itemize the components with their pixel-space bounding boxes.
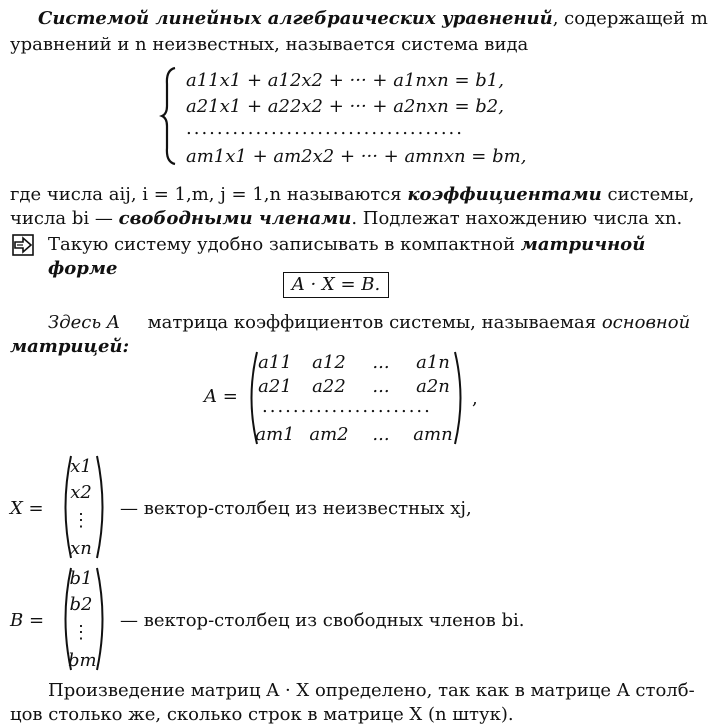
here-line-1	[48, 312, 690, 334]
intro-line-2: уравнений и n неизвестных, называется система вида	[10, 34, 529, 55]
vector-X-entry: x1	[70, 456, 92, 477]
system-row-1: a11x1 + a12x2 + ··· + a1nxn = b1,	[186, 70, 504, 91]
matrix-word: матричной	[520, 234, 646, 255]
vector-X-label: X =	[10, 498, 44, 519]
product-line-1: Произведение матриц A · X определено, так как в матрице A столб-	[48, 680, 695, 701]
matrix-A-cell: a21	[258, 376, 292, 397]
matrix-A-right-paren	[452, 350, 468, 446]
free-term: свободными членами	[118, 208, 352, 229]
vector-B-entry: b1	[69, 568, 93, 589]
matrix-word-2: матрицей:	[10, 336, 130, 357]
matrix-A-cell: a12	[312, 352, 346, 373]
matrix-A-cell: a2n	[416, 376, 450, 397]
vector-X-entry: xn	[70, 538, 92, 559]
vector-X-entry: x2	[70, 482, 92, 503]
vector-X-vdots: ⋮	[72, 510, 90, 531]
coef-line-1	[10, 184, 694, 206]
matrix-A-cell: a22	[312, 376, 346, 397]
intro-line-1-rest: , содержащей m	[552, 8, 708, 29]
matrix-A-cell: ...	[372, 424, 390, 445]
matrix-A-cell: ...	[372, 352, 390, 373]
coef-term: коэффициентами	[407, 184, 602, 205]
vector-X-right-paren	[94, 454, 110, 560]
coef-line-2-end: . Подлежат нахождению числа xn.	[351, 208, 683, 229]
matrix-A-cell: am2	[309, 424, 349, 445]
vector-B-description: — вектор-столбец из свободных членов bi.	[120, 610, 525, 631]
matrix-A-cell: amn	[413, 424, 453, 445]
compact-line-1	[48, 234, 645, 256]
compact-text: Такую систему удобно записывать в компактной	[48, 234, 515, 255]
form-word: форме	[48, 258, 118, 279]
coef-line-1-end: системы,	[607, 184, 695, 205]
matrix-A-cell: a1n	[416, 352, 450, 373]
system-dots-row: ....................................	[186, 118, 464, 139]
vector-B-entry: b2	[69, 594, 93, 615]
boxed-equation: A · X = B.	[283, 272, 389, 298]
matrix-A-dot-row: ......................	[262, 396, 432, 417]
product-line-2: цов столько же, сколько строк в матрице X (n штук).	[10, 704, 514, 725]
arrow-box-icon	[12, 234, 34, 256]
system-row-4: am1x1 + am2x2 + ··· + amnxn = bm,	[186, 146, 527, 167]
vector-B-label: B =	[10, 610, 45, 631]
matrix-A-label: A =	[204, 386, 238, 407]
vector-B-entry: bm	[68, 650, 97, 671]
coef-line-2	[10, 208, 682, 230]
matrix-A-cell: ...	[372, 376, 390, 397]
system-row-2: a21x1 + a22x2 + ··· + a2nxn = b2,	[186, 96, 504, 117]
matrix-A-cell: am1	[255, 424, 295, 445]
here-mid: матрица коэффициентов системы, называемая	[147, 312, 597, 333]
intro-line-1	[38, 8, 708, 30]
vector-X-description: — вектор-столбец из неизвестных xj,	[120, 498, 472, 519]
coef-line-1-start: где числа aij, i = 1,m, j = 1,n называются	[10, 184, 402, 205]
term-system: Системой линейных алгебраических уравнений	[38, 8, 553, 29]
vector-B-vdots: ⋮	[72, 622, 90, 643]
matrix-A-cell: a11	[258, 352, 292, 373]
left-brace	[160, 66, 178, 166]
vector-B-right-paren	[94, 566, 110, 672]
here-start: Здесь A	[48, 312, 120, 333]
main-word: основной	[601, 312, 691, 333]
matrix-A-comma: ,	[472, 388, 478, 409]
coef-line-2-start: числа bi —	[10, 208, 113, 229]
